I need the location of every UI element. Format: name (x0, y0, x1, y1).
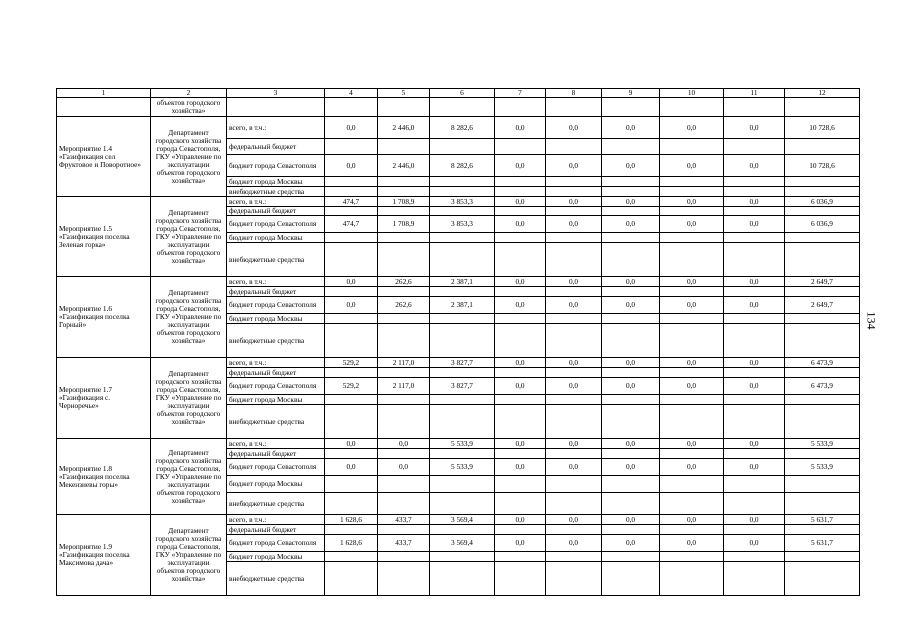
value-cell: 5 631,7 (785, 535, 860, 552)
source-label: бюджет города Севастополя (227, 297, 325, 314)
source-label: федеральный бюджет (227, 368, 325, 378)
source-label: внебюджетные средства (227, 243, 325, 277)
event-name: Мероприятие 1.9 «Газификация поселка Максимова дача» (57, 515, 151, 596)
org-cell: Департамент городского хозяйства города Севастополя, ГКУ «Управление по эксплуатации объектов городского хозяйства» (151, 358, 227, 439)
source-label: федеральный бюджет (227, 525, 325, 535)
value-cell: 0,0 (495, 297, 546, 314)
event-name: Мероприятие 1.4 «Газификация сел Фруктовое и Поворотное» (57, 117, 151, 197)
event-name: Мероприятие 1.5 «Газификация поселка Зеленая горка» (57, 197, 151, 277)
source-label: бюджет города Москвы (227, 233, 325, 243)
value-cell: 0,0 (660, 197, 724, 207)
event-name: Мероприятие 1.8 «Газификация поселка Мекензиевы горы» (57, 439, 151, 515)
value-cell: 1 628,6 (325, 515, 378, 525)
value-cell: 0,0 (602, 439, 660, 449)
value-cell: 0,0 (660, 216, 724, 233)
source-label: бюджет города Севастополя (227, 216, 325, 233)
value-cell: 0,0 (546, 358, 602, 368)
value-cell: 0,0 (602, 358, 660, 368)
col-header: 11 (724, 89, 785, 98)
value-cell: 0,0 (660, 515, 724, 525)
value-cell: 0,0 (546, 439, 602, 449)
value-cell: 2 446,0 (378, 155, 430, 177)
value-cell: 0,0 (546, 117, 602, 139)
value-cell: 0,0 (546, 378, 602, 395)
source-label: бюджет города Москвы (227, 395, 325, 405)
value-cell: 0,0 (546, 535, 602, 552)
org-cell: Департамент городского хозяйства города Севастополя, ГКУ «Управление по эксплуатации объектов городского хозяйства» (151, 197, 227, 277)
event-row-total (57, 439, 860, 449)
value-cell: 1 628,6 (325, 535, 378, 552)
value-cell: 0,0 (602, 378, 660, 395)
value-cell: 0,0 (546, 197, 602, 207)
value-cell: 0,0 (724, 155, 785, 177)
event-row-total (57, 515, 860, 525)
header-row (57, 89, 860, 98)
value-cell: 5 533,9 (785, 459, 860, 476)
col-header: 1 (57, 89, 151, 98)
value-cell: 0,0 (724, 515, 785, 525)
value-cell: 0,0 (602, 297, 660, 314)
value-cell: 0,0 (724, 358, 785, 368)
value-cell: 1 708,9 (378, 216, 430, 233)
col-header: 6 (430, 89, 495, 98)
source-label: федеральный бюджет (227, 139, 325, 155)
value-cell: 6 473,9 (785, 358, 860, 368)
value-cell: 0,0 (495, 439, 546, 449)
value-cell: 3 827,7 (430, 378, 495, 395)
value-cell: 3 853,3 (430, 216, 495, 233)
value-cell: 0,0 (325, 277, 378, 287)
value-cell: 0,0 (724, 117, 785, 139)
org-cell: Департамент городского хозяйства города Севастополя, ГКУ «Управление по эксплуатации объектов городского хозяйства» (151, 439, 227, 515)
value-cell: 3 827,7 (430, 358, 495, 368)
value-cell: 0,0 (495, 155, 546, 177)
source-label: федеральный бюджет (227, 449, 325, 459)
value-cell: 0,0 (602, 277, 660, 287)
value-cell: 0,0 (602, 117, 660, 139)
value-cell: 433,7 (378, 515, 430, 525)
value-cell: 0,0 (325, 155, 378, 177)
col-header: 10 (660, 89, 724, 98)
value-cell: 0,0 (724, 439, 785, 449)
value-cell: 0,0 (325, 117, 378, 139)
event-name: Мероприятие 1.6 «Газификация поселка Горный» (57, 277, 151, 358)
value-cell: 0,0 (660, 459, 724, 476)
col-header: 7 (495, 89, 546, 98)
value-cell: 529,2 (325, 378, 378, 395)
value-cell: 0,0 (660, 117, 724, 139)
value-cell: 0,0 (325, 439, 378, 449)
source-label: всего, в т.ч.: (227, 197, 325, 207)
value-cell: 0,0 (325, 297, 378, 314)
source-label: внебюджетные средства (227, 187, 325, 197)
value-cell: 262,6 (378, 277, 430, 287)
value-cell: 0,0 (495, 197, 546, 207)
value-cell: 0,0 (660, 378, 724, 395)
value-cell: 0,0 (495, 378, 546, 395)
value-cell: 0,0 (660, 297, 724, 314)
value-cell: 0,0 (546, 459, 602, 476)
value-cell: 0,0 (546, 297, 602, 314)
value-cell: 0,0 (495, 216, 546, 233)
value-cell: 0,0 (378, 459, 430, 476)
value-cell: 0,0 (546, 155, 602, 177)
value-cell: 0,0 (660, 535, 724, 552)
value-cell: 10 728,6 (785, 155, 860, 177)
event-row-total (57, 277, 860, 287)
value-cell: 0,0 (602, 535, 660, 552)
value-cell: 3 569,4 (430, 535, 495, 552)
source-label: всего, в т.ч.: (227, 117, 325, 139)
source-label: всего, в т.ч.: (227, 277, 325, 287)
value-cell: 0,0 (602, 459, 660, 476)
value-cell: 0,0 (602, 216, 660, 233)
continuation-row (57, 98, 860, 117)
col-header: 12 (785, 89, 860, 98)
col-header: 3 (227, 89, 325, 98)
value-cell: 0,0 (602, 515, 660, 525)
value-cell: 0,0 (546, 515, 602, 525)
value-cell: 8 282,6 (430, 155, 495, 177)
value-cell: 2 649,7 (785, 277, 860, 287)
value-cell: 0,0 (378, 439, 430, 449)
source-label: бюджет города Москвы (227, 552, 325, 562)
value-cell: 0,0 (602, 197, 660, 207)
value-cell: 3 569,4 (430, 515, 495, 525)
event-row-total (57, 117, 860, 139)
value-cell: 0,0 (724, 197, 785, 207)
value-cell: 5 533,9 (430, 439, 495, 449)
value-cell: 433,7 (378, 535, 430, 552)
col-header: 5 (378, 89, 430, 98)
col-header: 2 (151, 89, 227, 98)
source-label: федеральный бюджет (227, 287, 325, 297)
value-cell: 0,0 (724, 297, 785, 314)
source-label: бюджет города Севастополя (227, 378, 325, 395)
value-cell: 8 282,6 (430, 117, 495, 139)
source-label: бюджет города Севастополя (227, 155, 325, 177)
value-cell: 0,0 (660, 277, 724, 287)
value-cell: 474,7 (325, 216, 378, 233)
value-cell: 0,0 (660, 439, 724, 449)
source-label: бюджет города Севастополя (227, 535, 325, 552)
value-cell: 0,0 (495, 117, 546, 139)
budget-table (56, 88, 860, 596)
value-cell: 0,0 (660, 155, 724, 177)
col-header: 9 (602, 89, 660, 98)
value-cell: 2 446,0 (378, 117, 430, 139)
org-cell: Департамент городского хозяйства города Севастополя, ГКУ «Управление по эксплуатации объектов городского хозяйства» (151, 117, 227, 197)
value-cell: 0,0 (660, 358, 724, 368)
event-row-total (57, 358, 860, 368)
value-cell: 0,0 (546, 216, 602, 233)
value-cell: 0,0 (495, 535, 546, 552)
value-cell: 2 387,1 (430, 297, 495, 314)
event-row-total (57, 197, 860, 207)
value-cell: 6 036,9 (785, 197, 860, 207)
value-cell: 0,0 (724, 216, 785, 233)
source-label: бюджет города Севастополя (227, 459, 325, 476)
value-cell: 0,0 (495, 515, 546, 525)
value-cell: 0,0 (495, 459, 546, 476)
value-cell: 5 533,9 (785, 439, 860, 449)
source-label: внебюджетные средства (227, 324, 325, 358)
value-cell: 0,0 (546, 277, 602, 287)
source-label: внебюджетные средства (227, 562, 325, 596)
value-cell: 2 649,7 (785, 297, 860, 314)
value-cell: 474,7 (325, 197, 378, 207)
value-cell: 5 533,9 (430, 459, 495, 476)
value-cell: 0,0 (602, 155, 660, 177)
value-cell: 10 728,6 (785, 117, 860, 139)
value-cell: 0,0 (495, 277, 546, 287)
source-label: бюджет города Москвы (227, 177, 325, 187)
source-label: бюджет города Москвы (227, 314, 325, 324)
col-header: 4 (325, 89, 378, 98)
value-cell: 0,0 (724, 535, 785, 552)
value-cell: 2 117,0 (378, 378, 430, 395)
page-number: 134 (864, 311, 879, 330)
value-cell: 0,0 (495, 358, 546, 368)
source-label: всего, в т.ч.: (227, 358, 325, 368)
value-cell: 6 036,9 (785, 216, 860, 233)
value-cell: 6 473,9 (785, 378, 860, 395)
value-cell: 2 117,0 (378, 358, 430, 368)
value-cell: 2 387,1 (430, 277, 495, 287)
source-label: бюджет города Москвы (227, 476, 325, 493)
value-cell: 0,0 (325, 459, 378, 476)
value-cell: 529,2 (325, 358, 378, 368)
value-cell: 262,6 (378, 297, 430, 314)
source-label: внебюджетные средства (227, 493, 325, 515)
col-header: 8 (546, 89, 602, 98)
source-label: внебюджетные средства (227, 405, 325, 439)
value-cell: 3 853,3 (430, 197, 495, 207)
source-label: всего, в т.ч.: (227, 515, 325, 525)
value-cell: 0,0 (724, 459, 785, 476)
org-cell: Департамент городского хозяйства города Севастополя, ГКУ «Управление по эксплуатации объектов городского хозяйства» (151, 515, 227, 596)
org-cell: объектов городского хозяйства» (151, 98, 227, 117)
value-cell: 0,0 (724, 277, 785, 287)
event-name: Мероприятие 1.7 «Газификация с. Черноречье» (57, 358, 151, 439)
value-cell: 5 631,7 (785, 515, 860, 525)
source-label: федеральный бюджет (227, 207, 325, 216)
source-label: всего, в т.ч.: (227, 439, 325, 449)
value-cell: 0,0 (724, 378, 785, 395)
value-cell: 1 708,9 (378, 197, 430, 207)
org-cell: Департамент городского хозяйства города Севастополя, ГКУ «Управление по эксплуатации объектов городского хозяйства» (151, 277, 227, 358)
